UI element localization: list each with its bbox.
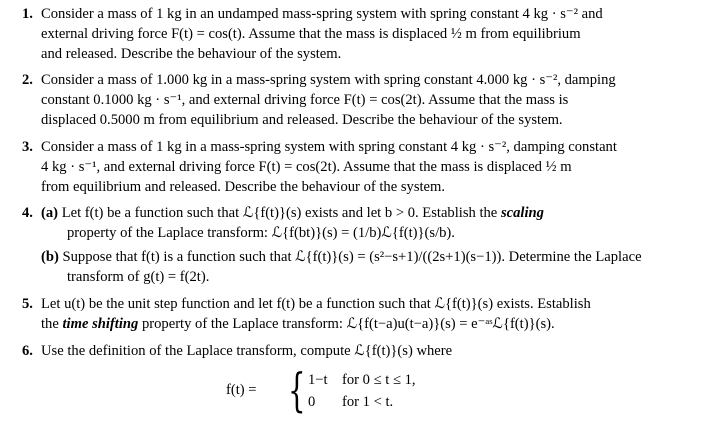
emphasized-term: time shifting bbox=[62, 316, 139, 332]
problem-text-line: from equilibrium and released. Describe the behaviour of the system. bbox=[41, 179, 446, 195]
problem-text: property of the Laplace transform: ℒ{f(t−a)u(t−a)}(s) = e⁻ᵃˢℒ{f(t)}(s). bbox=[138, 316, 555, 332]
part-text: Suppose that f(t) is a function such that ℒ{f(t)}(s) = (s²−s+1)/((2s+1)(s−1)). Determine the Laplace bbox=[62, 249, 642, 265]
problem-text: the bbox=[41, 316, 63, 332]
problem-number: 2. bbox=[22, 72, 33, 88]
problem-number: 1. bbox=[22, 6, 33, 22]
problem-text-line: Let u(t) be the unit step function and let f(t) be a function such that ℒ{f(t)}(s) exists. Establish bbox=[41, 296, 591, 312]
part-label: (a) bbox=[41, 205, 59, 221]
problem-text-line: Consider a mass of 1 kg in an undamped mass-spring system with spring constant 4 kg · s⁻² and bbox=[41, 6, 603, 22]
case-1-value: 1−t bbox=[308, 372, 328, 388]
part-b-line-2: transform of g(t) = f(2t). bbox=[67, 269, 210, 285]
problem-text-line: Consider a mass of 1 kg in a mass-spring system with spring constant 4 kg · s⁻², damping constant bbox=[41, 139, 617, 155]
emphasized-term: scaling bbox=[500, 205, 544, 221]
problem-text-line: and released. Describe the behaviour of the system. bbox=[41, 46, 342, 62]
problem-text-line: 4 kg · s⁻¹, and external driving force F(t) = cos(2t). Assume that the mass is displaced ½ m bbox=[41, 159, 572, 175]
piecewise-function bbox=[226, 363, 486, 417]
problem-text-line: Consider a mass of 1.000 kg in a mass-spring system with spring constant 4.000 kg · s⁻², damping bbox=[41, 72, 616, 88]
case-2-value: 0 bbox=[308, 394, 316, 410]
problem-text-line: external driving force F(t) = cos(t). Assume that the mass is displaced ½ m from equilibrium bbox=[41, 26, 581, 42]
problem-text-line: constant 0.1000 kg · s⁻¹, and external driving force F(t) = cos(2t). Assume that the mass is bbox=[41, 92, 569, 108]
left-brace: { bbox=[288, 363, 306, 417]
problem-number: 6. bbox=[22, 343, 33, 359]
part-label: (b) bbox=[41, 249, 59, 265]
part-a-line-1 bbox=[41, 203, 544, 223]
case-1-condition: for 0 ≤ t ≤ 1, bbox=[342, 372, 416, 388]
part-b-line-1 bbox=[41, 247, 642, 267]
problem-text-line: Use the definition of the Laplace transform, compute ℒ{f(t)}(s) where bbox=[41, 343, 453, 359]
case-2-condition: for 1 < t. bbox=[342, 394, 394, 410]
problem-text-line: displaced 0.5000 m from equilibrium and released. Describe the behaviour of the system. bbox=[41, 112, 563, 128]
part-text: Let f(t) be a function such that ℒ{f(t)}(s) exists and let b > 0. Establish the bbox=[61, 205, 501, 221]
problem-text-line bbox=[41, 314, 555, 334]
problem-number: 4. bbox=[22, 205, 33, 221]
part-a-line-2: property of the Laplace transform: ℒ{f(bt)}(s) = (1/b)ℒ{f(t)}(s/b). bbox=[67, 225, 455, 241]
piecewise-lhs: f(t) = bbox=[226, 382, 257, 398]
problem-number: 3. bbox=[22, 139, 33, 155]
problem-number: 5. bbox=[22, 296, 33, 312]
